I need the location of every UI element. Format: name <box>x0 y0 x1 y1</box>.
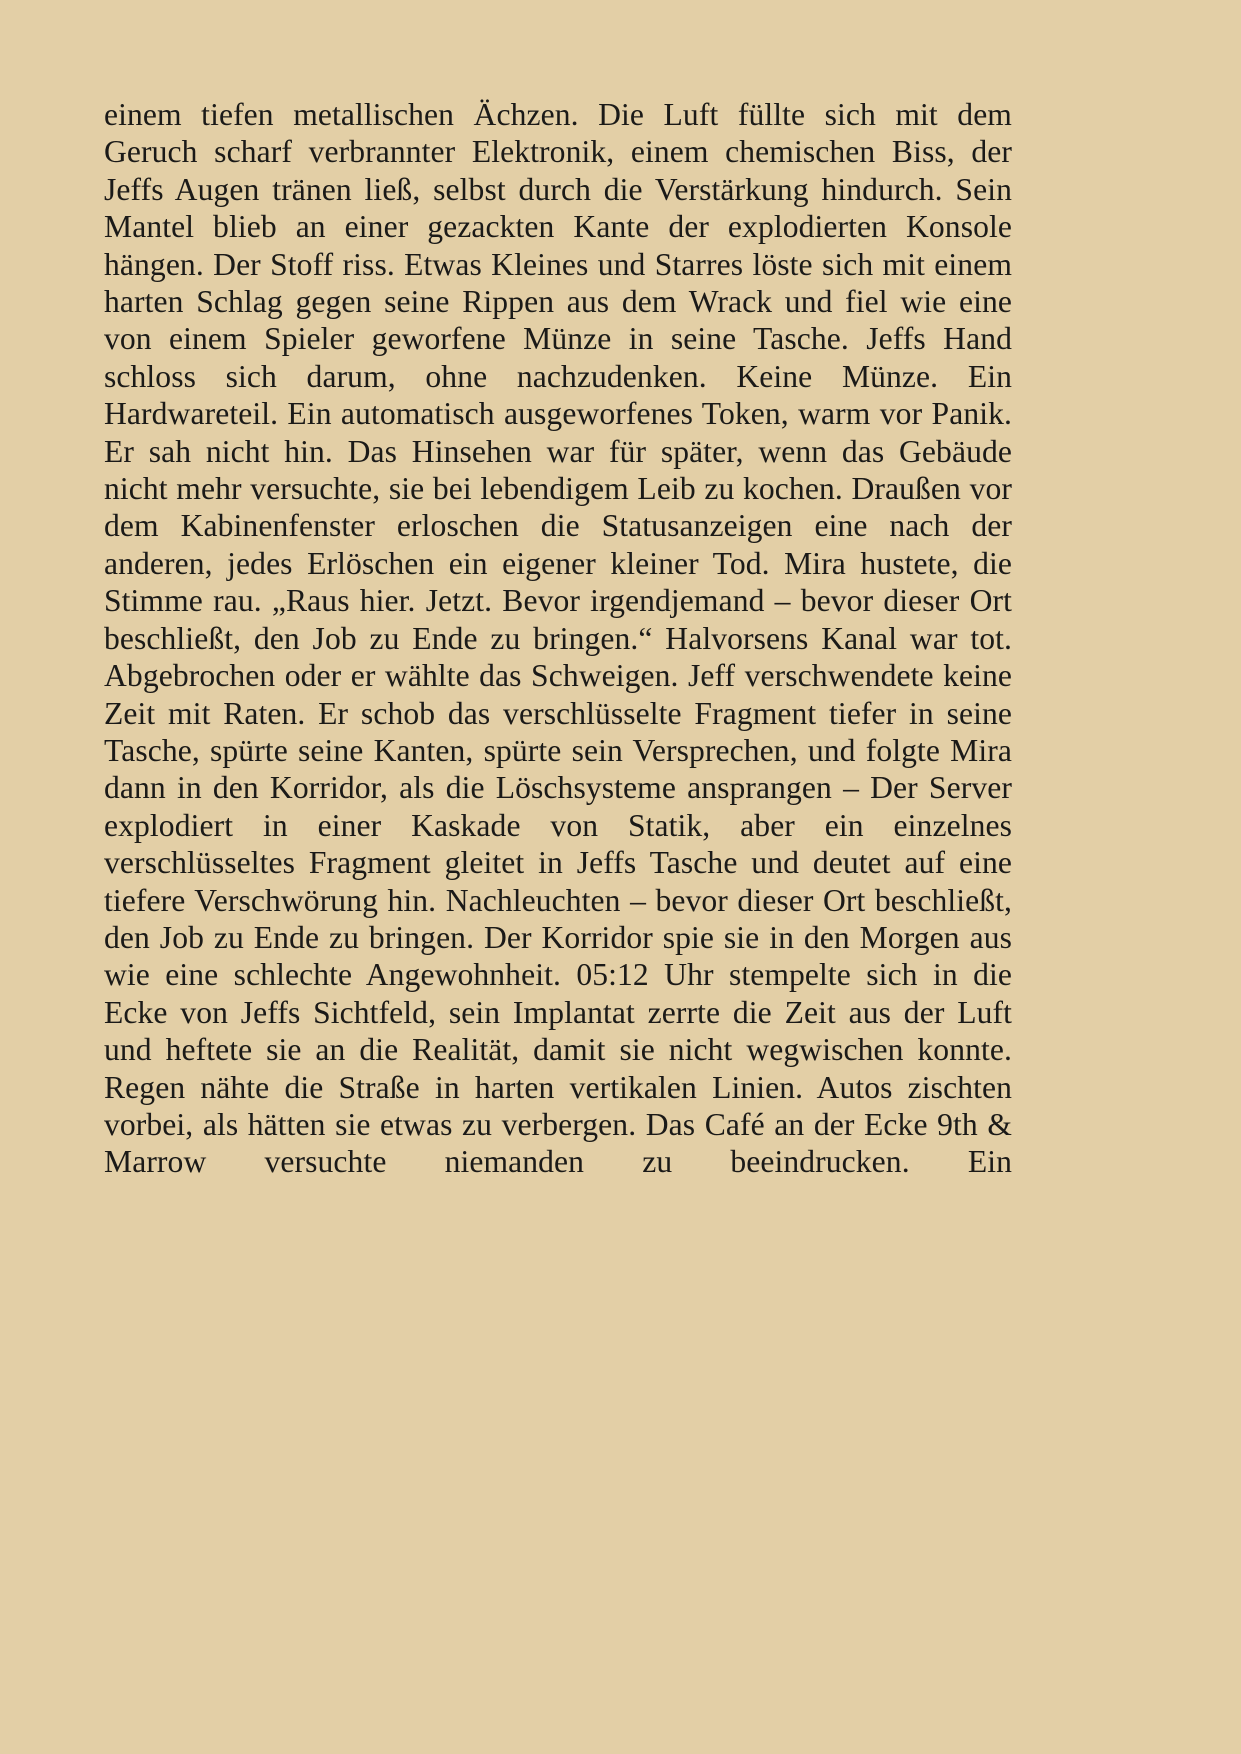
body-paragraph: einem tiefen metallischen Ächzen. Die Luft füllte sich mit dem Geruch scharf verbrannter Elektronik, einem chemischen Biss, der Jeffs Augen tränen ließ, selbst durch die Verstärkung hindurch. Sein Mantel blieb an einer gezackten Kante der explodierten Konsole hängen. Der Stoff riss. Etwas Kleines und Starres löste sich mit einem harten Schlag gegen seine Rippen aus dem Wrack und fiel wie eine von einem Spieler geworfene Münze in seine Tasche. Jeffs Hand schloss sich darum, ohne nachzudenken. Keine Münze. Ein Hardwareteil. Ein automatisch ausgeworfenes Token, warm vor Panik. Er sah nicht hin. Das Hinsehen war für später, wenn das Gebäude nicht mehr versuchte, sie bei lebendigem Leib zu kochen. Draußen vor dem Kabinenfenster erloschen die Statusanzeigen eine nach der anderen, jedes Erlöschen ein eigener kleiner Tod. Mira hustete, die Stimme rau. „Raus hier. Jetzt. Bevor irgendjemand – bevor dieser Ort beschließt, den Job zu Ende zu bringen.“ Halvorsens Kanal war tot. Abgebrochen oder er wählte das Schweigen. Jeff verschwendete keine Zeit mit Raten. Er schob das verschlüsselte Fragment tiefer in seine Tasche, spürte seine Kanten, spürte sein Versprechen, und folgte Mira dann in den Korridor, als die Löschsysteme ansprangen – Der Server explodiert in einer Kaskade von Statik, aber ein einzelnes verschlüsseltes Fragment gleitet in Jeffs Tasche und deutet auf eine tiefere Verschwörung hin. Nachleuchten – bevor dieser Ort beschließt, den Job zu Ende zu bringen. Der Korridor spie sie in den Morgen aus wie eine schlechte Angewohnheit. 05:12 Uhr stempelte sich in die Ecke von Jeffs Sichtfeld, sein Implantat zerrte die Zeit aus der Luft und heftete sie an die Realität, damit sie nicht wegwischen konnte. Regen nähte die Straße in harten vertikalen Linien. Autos zischten vorbei, als hätten sie etwas zu verbergen. Das Café an der Ecke 9th & Marrow versuchte niemanden zu beeindrucken. Ein <box>104 97 1012 1180</box>
page-text-block <box>104 96 1012 1218</box>
